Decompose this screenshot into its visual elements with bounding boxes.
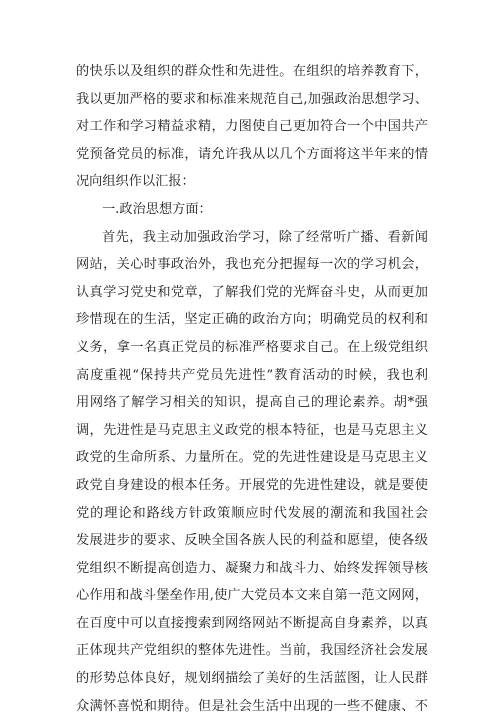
text-line-19: 党组织不断提高创造力、凝聚力和战斗力、始终发挥领导核 xyxy=(76,560,428,576)
text-line-12: 高度重视“保持共产党员先进性”教育活动的时候，我也利 xyxy=(76,367,428,383)
text-line-9: 认真学习党史和党章，了解我们党的光辉奋斗史，从而更加 xyxy=(76,284,428,300)
text-line-24: 众满怀喜悦和期待。但是社会生活中出现的一些不健康、不 xyxy=(76,698,428,714)
section-heading: 一.政治思想方面： xyxy=(102,201,212,217)
text-line-11: 义务，拿一名真正党员的标准严格要求自己。在上级党组织 xyxy=(76,339,428,355)
text-line-13: 用网络了解学习相关的知识，提高自己的理论素养。胡*强 xyxy=(76,395,428,411)
text-line-17: 党的理论和路线方针政策顺应时代发展的潮流和我国社会 xyxy=(76,505,428,521)
text-line-8: 网站，关心时事政治外，我也充分把握每一次的学习机会， xyxy=(76,257,428,273)
text-line-20: 心作用和战斗堡垒作用,使广大党员本文来自第一范文网网， xyxy=(76,588,428,604)
text-line-2: 我以更加严格的要求和标准来规范自己,加强政治思想学习、 xyxy=(76,91,428,107)
text-line-21: 在百度中可以直接搜索到网络网站不断提高自身素养，以真 xyxy=(76,615,428,631)
text-line-18: 发展进步的要求、反映全国各族人民的利益和愿望，使各级 xyxy=(76,533,428,549)
text-line-1: 的快乐以及组织的群众性和先进性。在组织的培养教育下， xyxy=(76,64,428,79)
text-line-3: 对工作和学习精益求精，力图使自己更加符合一个中国共产 xyxy=(76,119,428,135)
document-body xyxy=(76,58,428,720)
text-line-23: 的形势总体良好，规划纲描绘了美好的生活蓝图，让人民群 xyxy=(76,671,428,687)
text-line-16: 政党自身建设的根本任务。开展党的先进性建设，就是要使 xyxy=(76,477,428,493)
text-line-14: 调，先进性是马克思主义政党的根本特征，也是马克思主义 xyxy=(76,422,428,438)
text-line-15: 政党的生命所系、力量所在。党的先进性建设是马克思主义 xyxy=(76,450,428,466)
text-line-5: 况向组织作以汇报： xyxy=(76,174,195,190)
text-line-10: 珍惜现在的生活，坚定正确的政治方向；明确党员的权利和 xyxy=(76,312,428,328)
paragraph-first-line: 首先，我主动加强政治学习，除了经常听广播、看新闻 xyxy=(102,229,428,245)
text-line-4: 党预备党员的标准，请允许我从以几个方面将这半年来的情 xyxy=(76,146,428,162)
text-line-22: 正体现共产党组织的整体先进性。当前，我国经济社会发展 xyxy=(76,643,428,659)
